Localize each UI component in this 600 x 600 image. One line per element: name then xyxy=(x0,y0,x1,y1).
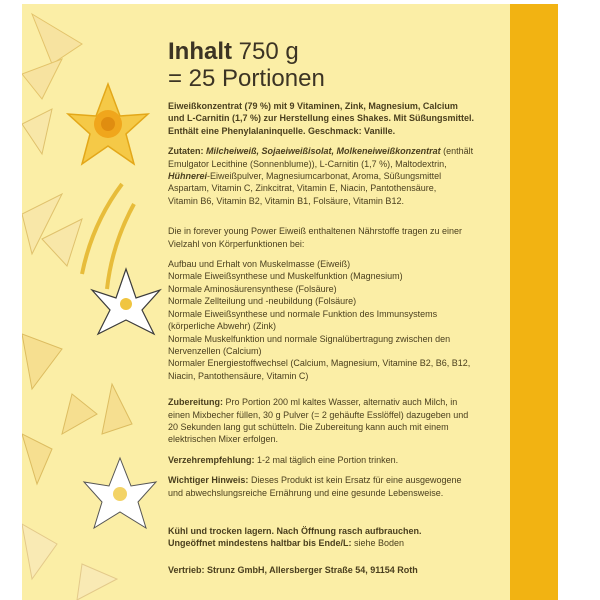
ingredients-text: Emulgator Lecithine (Sonnenblume)), L-Carnitin (1,7 %), Maltodextrin, xyxy=(168,158,447,169)
list-item: Normale Aminosäurensynthese (Folsäure) xyxy=(168,283,337,294)
description-line: Enthält eine Phenylalaninquelle. Geschmack: Vanille. xyxy=(168,125,396,136)
preparation-text: 20 Sekunden lang gut schütteln. Die Zubereitung kann auch mit einem xyxy=(168,421,449,432)
list-item: Normale Eiweißsynthese und normale Funktion des Immunsystems xyxy=(168,308,438,319)
title-bold: Inhalt xyxy=(168,38,232,65)
shelf-life-label: Ungeöffnet mindestens haltbar bis Ende/L: xyxy=(168,538,352,549)
preparation-text: elektrischen Mixer erfolgen. xyxy=(168,434,279,445)
flower-white-bottom xyxy=(84,458,156,528)
shelf-life-value: siehe Boden xyxy=(351,538,405,549)
ingredients-text: Aspartam, Vitamin C, Zinkcitrat, Vitamin E, Niacin, Pantothensäure, xyxy=(168,183,437,194)
storage xyxy=(168,525,530,550)
ingredients-label: Zutaten: xyxy=(168,146,204,157)
nutrients-intro xyxy=(168,225,530,250)
preparation xyxy=(168,396,530,446)
distributor: Vertrieb: Strunz GmbH, Allersberger Straße 54, 91154 Roth xyxy=(168,564,418,575)
consumption-text: 1-2 mal täglich eine Portion trinken. xyxy=(254,454,399,465)
title-amount: 750 g xyxy=(238,38,299,65)
list-item: Normale Muskelfunktion und normale Signalübertragung zwischen den xyxy=(168,333,451,344)
list-item: Niacin, Pantothensäure, Vitamin C) xyxy=(168,370,309,381)
intro-line: Vielzahl von Körperfunktionen bei: xyxy=(168,238,305,249)
preparation-text: Pro Portion 200 ml kaltes Wasser, alternativ auch Milch, in xyxy=(223,397,458,408)
allergen-milk: Milcheiweiß, Sojaeiweißisolat, Molkeneiweißkonzentrat xyxy=(206,146,441,157)
notice-text: Dieses Produkt ist kein Ersatz für eine ausgewogene xyxy=(248,475,462,486)
intro-line: Die in forever young Power Eiweiß enthaltenen Nährstoffe tragen zu einer xyxy=(168,226,462,237)
label-text xyxy=(168,38,530,584)
ingredients xyxy=(168,145,530,207)
preparation-label: Zubereitung: xyxy=(168,397,223,408)
vanilla-flower-decoration xyxy=(22,4,162,600)
product-description xyxy=(168,100,530,137)
allergen-egg: Hühnerei xyxy=(168,171,208,182)
important-notice xyxy=(168,474,530,499)
description-line: Eiweißkonzentrat (79 %) mit 9 Vitaminen, Zink, Magnesium, Calcium xyxy=(168,101,458,111)
list-item: (körperliche Abwehr) (Zink) xyxy=(168,321,277,332)
petals-left xyxy=(22,109,82,266)
flower-top xyxy=(22,14,82,99)
list-item: Normale Eiweißsynthese und Muskelfunktion (Magnesium) xyxy=(168,271,403,282)
list-item: Nervenzellen (Calcium) xyxy=(168,345,262,356)
list-item: Normale Zellteilung und -neubildung (Folsäure) xyxy=(168,296,357,307)
preparation-text: einen Mixbecher füllen, 30 g Pulver (= 2 gehäufte Esslöffel) dazugeben und xyxy=(168,409,469,420)
page-title xyxy=(168,38,530,92)
consumption-label: Verzehrempfehlung: xyxy=(168,454,255,465)
product-label xyxy=(22,4,558,600)
list-item: Aufbau und Erhalt von Muskelmasse (Eiweiß) xyxy=(168,259,351,270)
ingredients-text: (enthält xyxy=(440,146,474,157)
petals-bottom xyxy=(22,524,117,600)
flower-white xyxy=(92,269,160,334)
title-portions: = 25 Portionen xyxy=(168,65,325,92)
storage-line: Kühl und trocken lagern. Nach Öffnung rasch aufbrauchen. xyxy=(168,525,422,536)
ingredients-text: -Eiweißpulver, Magnesiumcarbonat, Aroma, Süßungsmittel xyxy=(207,171,442,182)
function-list xyxy=(168,258,530,382)
ingredients-text: Vitamin B6, Vitamin B2, Vitamin B1, Folsäure, Vitamin B12. xyxy=(168,195,404,206)
petals-mid xyxy=(22,334,132,484)
flower-orange xyxy=(68,84,148,164)
notice-text: und abwechslungsreiche Ernährung und eine gesunde Lebensweise. xyxy=(168,487,444,498)
description-line: und L-Carnitin (1,7 %) zur Herstellung eines Shakes. Mit Süßungsmittel. xyxy=(168,113,475,124)
notice-label: Wichtiger Hinweis: xyxy=(168,475,249,486)
consumption xyxy=(168,454,530,466)
list-item: Normaler Energiestoffwechsel (Calcium, Magnesium, Vitamine B2, B6, B12, xyxy=(168,358,471,369)
